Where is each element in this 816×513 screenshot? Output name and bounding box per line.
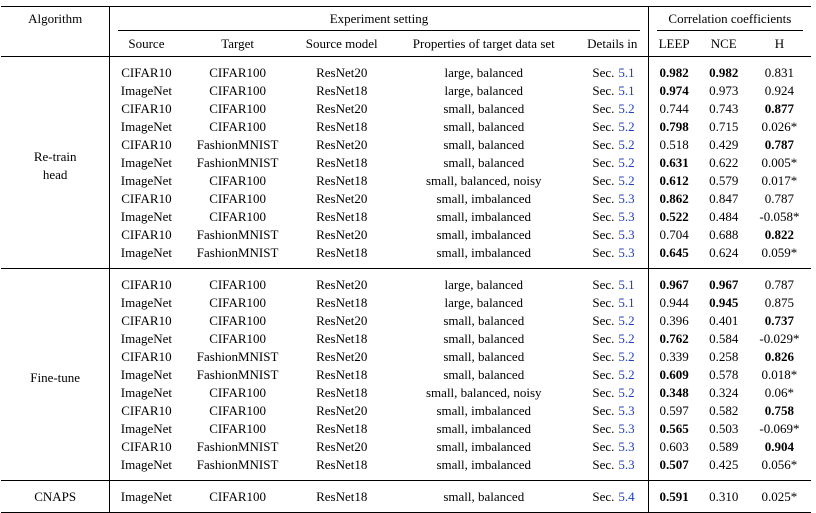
properties-cell: small, balanced — [443, 367, 525, 382]
table-row — [1, 136, 811, 154]
h-cell: 0.005* — [761, 155, 798, 170]
source-model-cell: ResNet18 — [316, 245, 368, 260]
details-ref-link[interactable]: 5.3 — [618, 403, 635, 418]
table-row — [1, 420, 811, 438]
leep-cell: 0.603 — [648, 438, 699, 456]
properties-cell: large, balanced — [444, 277, 523, 292]
leep-cell: 0.862 — [648, 190, 699, 208]
table-row — [1, 294, 811, 312]
properties-cell: large, balanced — [444, 83, 523, 98]
h-cell: 0.06* — [764, 385, 795, 400]
properties-cell: small, balanced — [443, 101, 525, 116]
h-cell: 0.904 — [764, 439, 795, 454]
details-prefix-cell: Sec. — [592, 457, 615, 472]
properties-cell: large, balanced — [444, 295, 523, 310]
nce-cell: 0.258 — [709, 349, 739, 364]
source-cell: CIFAR10 — [121, 403, 172, 418]
source-cell: ImageNet — [120, 83, 173, 98]
source-model-cell: ResNet18 — [316, 155, 368, 170]
algorithm-label: CNAPS — [34, 489, 77, 504]
properties-cell: small, balanced, noisy — [426, 173, 542, 188]
source-cell: CIFAR10 — [121, 137, 172, 152]
source-model-cell: ResNet18 — [316, 331, 368, 346]
properties-cell: small, balanced — [443, 489, 525, 504]
leep-cell: 0.744 — [648, 100, 699, 118]
table-body — [1, 57, 811, 513]
details-ref-link[interactable]: 5.3 — [618, 439, 635, 454]
h-cell: -0.029* — [759, 331, 800, 346]
properties-cell: small, balanced — [443, 313, 525, 328]
header-nce: NCE — [710, 36, 737, 51]
source-model-cell: ResNet20 — [316, 403, 368, 418]
nce-cell: 0.582 — [709, 403, 739, 418]
table-row — [1, 172, 811, 190]
h-cell: 0.018* — [761, 367, 798, 382]
leep-cell: 0.518 — [648, 136, 699, 154]
source-model-cell: ResNet18 — [316, 489, 368, 504]
header-properties: Properties of target data set — [412, 36, 555, 51]
details-prefix-cell: Sec. — [592, 367, 615, 382]
h-cell: -0.058* — [759, 209, 800, 224]
source-cell: ImageNet — [120, 209, 173, 224]
properties-cell: small, balanced — [443, 349, 525, 364]
h-cell: 0.787 — [764, 277, 795, 292]
details-ref-link[interactable]: 5.4 — [618, 489, 635, 504]
table-row — [1, 269, 811, 295]
source-cell: ImageNet — [120, 421, 173, 436]
table-row — [1, 348, 811, 366]
table-row — [1, 438, 811, 456]
h-cell: 0.924 — [764, 83, 795, 98]
leep-cell: 0.507 — [648, 456, 699, 481]
table-row — [1, 384, 811, 402]
source-model-cell: ResNet18 — [316, 385, 368, 400]
properties-cell: small, imbalanced — [436, 439, 532, 454]
table-row — [1, 154, 811, 172]
source-model-cell: ResNet18 — [316, 83, 368, 98]
source-model-cell: ResNet20 — [316, 101, 368, 116]
properties-cell: small, balanced — [443, 155, 525, 170]
details-prefix-cell: Sec. — [592, 191, 615, 206]
leep-cell: 0.612 — [648, 172, 699, 190]
source-cell: CIFAR10 — [121, 277, 172, 292]
source-cell: CIFAR10 — [121, 439, 172, 454]
table-row — [1, 190, 811, 208]
table-row — [1, 402, 811, 420]
details-ref-link[interactable]: 5.2 — [618, 155, 635, 170]
details-prefix-cell: Sec. — [592, 439, 615, 454]
source-cell: ImageNet — [120, 173, 173, 188]
source-cell: CIFAR10 — [121, 101, 172, 116]
target-cell: CIFAR100 — [209, 295, 267, 310]
nce-cell: 0.945 — [709, 295, 739, 310]
details-prefix-cell: Sec. — [592, 209, 615, 224]
properties-cell: small, balanced, noisy — [426, 385, 542, 400]
details-prefix-cell: Sec. — [592, 155, 615, 170]
source-cell: ImageNet — [120, 245, 173, 260]
header-algorithm: Algorithm — [1, 7, 110, 57]
source-model-cell: ResNet18 — [316, 173, 368, 188]
source-cell: CIFAR10 — [121, 191, 172, 206]
h-cell: 0.787 — [764, 191, 795, 206]
properties-cell: small, imbalanced — [436, 403, 532, 418]
leep-cell: 0.396 — [648, 312, 699, 330]
h-cell: 0.737 — [764, 313, 795, 328]
leep-cell: 0.591 — [648, 481, 699, 513]
table-row — [1, 481, 811, 513]
details-ref-link[interactable]: 5.2 — [618, 349, 635, 364]
leep-cell: 0.982 — [648, 57, 699, 83]
details-prefix-cell: Sec. — [592, 349, 615, 364]
details-prefix-cell: Sec. — [592, 227, 615, 242]
leep-cell: 0.348 — [648, 384, 699, 402]
leep-cell: 0.565 — [648, 420, 699, 438]
source-cell: ImageNet — [120, 457, 173, 472]
source-model-cell: ResNet18 — [316, 421, 368, 436]
properties-cell: small, imbalanced — [436, 191, 532, 206]
nce-cell: 0.624 — [709, 245, 739, 260]
details-ref-link[interactable]: 5.3 — [618, 457, 635, 472]
properties-cell: small, balanced — [443, 137, 525, 152]
table-row — [1, 456, 811, 481]
h-cell: 0.025* — [761, 489, 798, 504]
source-cell: CIFAR10 — [121, 349, 172, 364]
leep-cell: 0.974 — [648, 82, 699, 100]
source-cell: CIFAR10 — [121, 313, 172, 328]
nce-cell: 0.401 — [709, 313, 739, 328]
source-cell: ImageNet — [120, 367, 173, 382]
h-cell: 0.826 — [764, 349, 795, 364]
source-model-cell: ResNet20 — [316, 277, 368, 292]
details-prefix-cell: Sec. — [592, 119, 615, 134]
details-ref-link[interactable]: 5.2 — [618, 385, 635, 400]
leep-cell: 0.798 — [648, 118, 699, 136]
h-cell: 0.822 — [764, 227, 795, 242]
nce-cell: 0.584 — [709, 331, 739, 346]
nce-cell: 0.324 — [709, 385, 739, 400]
source-cell: ImageNet — [120, 385, 173, 400]
details-ref-link[interactable]: 5.3 — [618, 227, 635, 242]
h-cell: 0.875 — [764, 295, 795, 310]
source-model-cell: ResNet20 — [316, 65, 368, 80]
details-ref-link[interactable]: 5.1 — [618, 65, 635, 80]
table-row — [1, 366, 811, 384]
details-prefix-cell: Sec. — [592, 137, 615, 152]
details-prefix-cell: Sec. — [592, 83, 615, 98]
table-row — [1, 312, 811, 330]
source-cell: ImageNet — [120, 489, 173, 504]
target-cell: CIFAR100 — [209, 313, 267, 328]
source-model-cell: ResNet20 — [316, 137, 368, 152]
h-cell: 0.059* — [761, 245, 798, 260]
properties-cell: small, balanced — [443, 119, 525, 134]
nce-cell: 0.982 — [709, 65, 739, 80]
nce-cell: 0.484 — [709, 209, 739, 224]
properties-cell: small, imbalanced — [436, 209, 532, 224]
algorithm-label: Fine-tune — [30, 370, 81, 385]
target-cell: FashionMNIST — [196, 457, 279, 472]
target-cell: FashionMNIST — [196, 227, 279, 242]
algorithm-label: Re-train head — [33, 149, 77, 182]
source-model-cell: ResNet20 — [316, 439, 368, 454]
header-experiment-setting: Experiment setting — [110, 7, 648, 32]
table-row — [1, 118, 811, 136]
details-ref-link[interactable]: 5.3 — [618, 245, 635, 260]
nce-cell: 0.429 — [709, 137, 739, 152]
details-ref-link[interactable]: 5.2 — [618, 101, 635, 116]
source-cell: CIFAR10 — [121, 227, 172, 242]
target-cell: FashionMNIST — [196, 245, 279, 260]
h-cell: 0.787 — [764, 137, 795, 152]
target-cell: CIFAR100 — [209, 489, 267, 504]
header-source-model: Source model — [305, 36, 378, 51]
source-model-cell: ResNet20 — [316, 313, 368, 328]
target-cell: CIFAR100 — [209, 119, 267, 134]
nce-cell: 0.688 — [709, 227, 739, 242]
header-target: Target — [221, 36, 254, 51]
details-prefix-cell: Sec. — [592, 489, 615, 504]
h-cell: 0.026* — [761, 119, 798, 134]
nce-cell: 0.310 — [709, 489, 739, 504]
nce-cell: 0.622 — [709, 155, 739, 170]
source-model-cell: ResNet20 — [316, 227, 368, 242]
nce-cell: 0.589 — [709, 439, 739, 454]
h-cell: -0.069* — [759, 421, 800, 436]
leep-cell: 0.339 — [648, 348, 699, 366]
target-cell: CIFAR100 — [209, 277, 267, 292]
table-row — [1, 208, 811, 226]
header-correlation: Correlation coefficients — [648, 7, 811, 32]
target-cell: CIFAR100 — [209, 209, 267, 224]
source-cell: ImageNet — [120, 155, 173, 170]
details-ref-link[interactable]: 5.1 — [618, 83, 635, 98]
details-prefix-cell: Sec. — [592, 421, 615, 436]
source-model-cell: ResNet20 — [316, 191, 368, 206]
properties-cell: small, imbalanced — [436, 227, 532, 242]
source-model-cell: ResNet18 — [316, 119, 368, 134]
h-cell: 0.056* — [761, 457, 798, 472]
target-cell: FashionMNIST — [196, 439, 279, 454]
table-row — [1, 226, 811, 244]
nce-cell: 0.743 — [709, 101, 739, 116]
source-cell: CIFAR10 — [121, 65, 172, 80]
details-prefix-cell: Sec. — [592, 313, 615, 328]
target-cell: CIFAR100 — [209, 173, 267, 188]
properties-cell: small, imbalanced — [436, 457, 532, 472]
leep-cell: 0.522 — [648, 208, 699, 226]
leep-cell: 0.631 — [648, 154, 699, 172]
h-cell: 0.877 — [764, 101, 795, 116]
details-prefix-cell: Sec. — [592, 277, 615, 292]
details-prefix-cell: Sec. — [592, 331, 615, 346]
nce-cell: 0.578 — [709, 367, 739, 382]
details-prefix-cell: Sec. — [592, 295, 615, 310]
leep-cell: 0.597 — [648, 402, 699, 420]
details-ref-link[interactable]: 5.3 — [618, 209, 635, 224]
source-model-cell: ResNet18 — [316, 295, 368, 310]
leep-cell: 0.645 — [648, 244, 699, 269]
source-model-cell: ResNet18 — [316, 209, 368, 224]
results-table — [1, 6, 811, 513]
target-cell: FashionMNIST — [196, 155, 279, 170]
details-prefix-cell: Sec. — [592, 65, 615, 80]
algorithm-cell — [1, 481, 110, 513]
nce-cell: 0.503 — [709, 421, 739, 436]
target-cell: CIFAR100 — [209, 191, 267, 206]
target-cell: CIFAR100 — [209, 331, 267, 346]
table-row — [1, 330, 811, 348]
table-row — [1, 100, 811, 118]
nce-cell: 0.973 — [709, 83, 739, 98]
details-ref-link[interactable]: 5.3 — [618, 191, 635, 206]
target-cell: FashionMNIST — [196, 367, 279, 382]
header-details: Details in — [587, 36, 638, 51]
source-model-cell: ResNet18 — [316, 457, 368, 472]
nce-cell: 0.967 — [709, 277, 739, 292]
target-cell: CIFAR100 — [209, 101, 267, 116]
leep-cell: 0.704 — [648, 226, 699, 244]
properties-cell: small, imbalanced — [436, 421, 532, 436]
nce-cell: 0.715 — [709, 119, 739, 134]
details-ref-link[interactable]: 5.2 — [618, 137, 635, 152]
table-row — [1, 244, 811, 269]
source-model-cell: ResNet18 — [316, 367, 368, 382]
details-ref-link[interactable]: 5.2 — [618, 173, 635, 188]
target-cell: CIFAR100 — [209, 83, 267, 98]
leep-cell: 0.944 — [648, 294, 699, 312]
table-row — [1, 57, 811, 83]
algorithm-cell — [1, 269, 110, 481]
details-prefix-cell: Sec. — [592, 101, 615, 116]
target-cell: CIFAR100 — [209, 403, 267, 418]
h-cell: 0.758 — [764, 403, 795, 418]
details-ref-link[interactable]: 5.3 — [618, 421, 635, 436]
source-cell: ImageNet — [120, 331, 173, 346]
details-ref-link[interactable]: 5.1 — [618, 295, 635, 310]
source-cell: ImageNet — [120, 119, 173, 134]
target-cell: CIFAR100 — [209, 385, 267, 400]
header-leep: LEEP — [648, 31, 699, 57]
details-ref-link[interactable]: 5.1 — [618, 277, 635, 292]
details-ref-link[interactable]: 5.2 — [618, 313, 635, 328]
nce-cell: 0.579 — [709, 173, 739, 188]
properties-cell: small, imbalanced — [436, 245, 532, 260]
table-row — [1, 82, 811, 100]
details-prefix-cell: Sec. — [592, 173, 615, 188]
h-cell: 0.831 — [764, 65, 795, 80]
target-cell: CIFAR100 — [209, 421, 267, 436]
details-ref-link[interactable]: 5.2 — [618, 367, 635, 382]
source-model-cell: ResNet20 — [316, 349, 368, 364]
details-prefix-cell: Sec. — [592, 385, 615, 400]
target-cell: CIFAR100 — [209, 65, 267, 80]
leep-cell: 0.762 — [648, 330, 699, 348]
header-source: Source — [128, 36, 165, 51]
target-cell: FashionMNIST — [196, 137, 279, 152]
properties-cell: small, balanced — [443, 331, 525, 346]
algorithm-cell — [1, 57, 110, 269]
details-ref-link[interactable]: 5.2 — [618, 331, 635, 346]
nce-cell: 0.425 — [709, 457, 739, 472]
properties-cell: large, balanced — [444, 65, 523, 80]
details-prefix-cell: Sec. — [592, 245, 615, 260]
leep-cell: 0.609 — [648, 366, 699, 384]
h-cell: 0.017* — [761, 173, 798, 188]
details-prefix-cell: Sec. — [592, 403, 615, 418]
target-cell: FashionMNIST — [196, 349, 279, 364]
details-ref-link[interactable]: 5.2 — [618, 119, 635, 134]
header-h: H — [774, 36, 785, 51]
nce-cell: 0.847 — [709, 191, 739, 206]
source-cell: ImageNet — [120, 295, 173, 310]
leep-cell: 0.967 — [648, 269, 699, 295]
